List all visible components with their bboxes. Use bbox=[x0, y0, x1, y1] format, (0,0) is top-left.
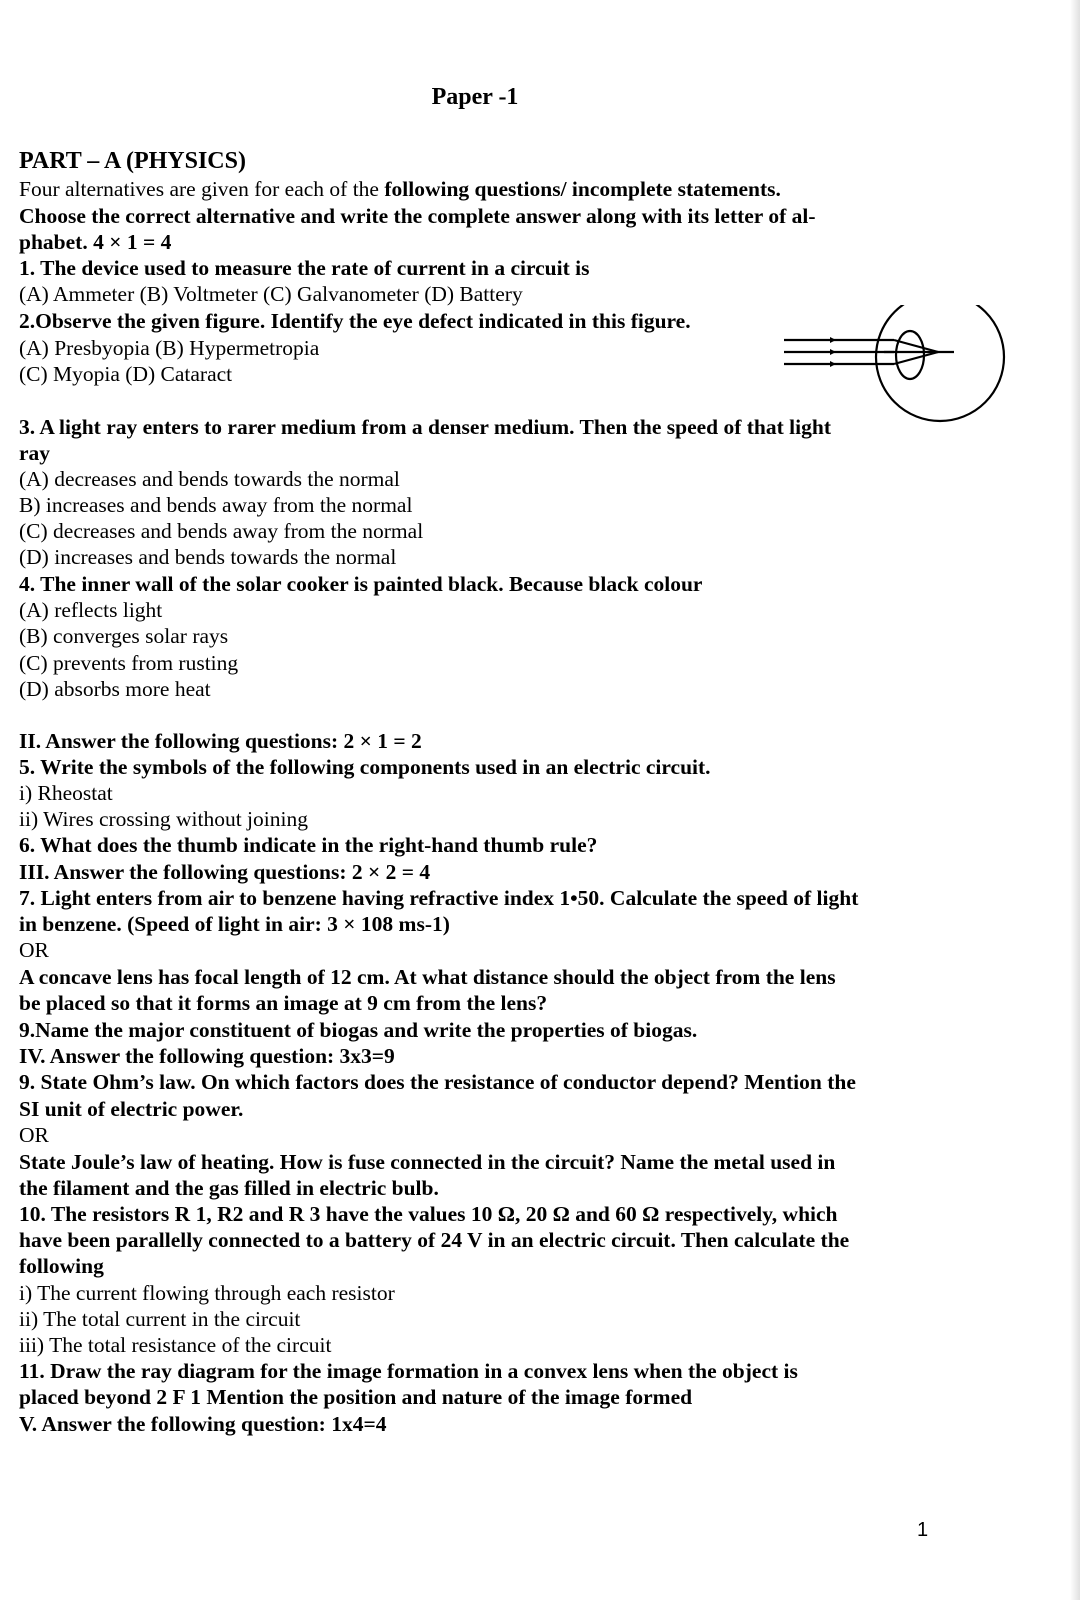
eye-defect-figure bbox=[782, 305, 1014, 423]
arrow-head bbox=[830, 361, 836, 367]
question-10-item: i) The current flowing through each resistor bbox=[19, 1281, 395, 1305]
question-2-options: (C) Myopia (D) Cataract bbox=[19, 362, 233, 386]
question-9-joule: State Joule’s law of heating. How is fuse connected in the circuit? Name the metal used in bbox=[19, 1150, 836, 1174]
question-2: 2.Observe the given figure. Identify the eye defect indicated in this figure. bbox=[19, 309, 691, 333]
section-ii-heading: II. Answer the following questions: 2 × 1 = 2 bbox=[19, 729, 422, 753]
question-3-option: (A) decreases and bends towards the normal bbox=[19, 467, 400, 491]
instructions-line: Choose the correct alternative and write the complete answer along with its letter of al- bbox=[19, 204, 816, 228]
question-8-alt: A concave lens has focal length of 12 cm. At what distance should the object from the lens bbox=[19, 965, 836, 989]
question-9-joule: the filament and the gas filled in electric bulb. bbox=[19, 1176, 439, 1200]
question-10-item: iii) The total resistance of the circuit bbox=[19, 1333, 332, 1357]
question-11: 11. Draw the ray diagram for the image formation in a convex lens when the object is bbox=[19, 1359, 798, 1383]
question-6: 6. What does the thumb indicate in the right-hand thumb rule? bbox=[19, 833, 598, 857]
question-5-item: ii) Wires crossing without joining bbox=[19, 807, 308, 831]
question-5: 5. Write the symbols of the following components used in an electric circuit. bbox=[19, 755, 711, 779]
instructions-bold-text: following questions/ incomplete statements. bbox=[384, 177, 781, 201]
question-10: following bbox=[19, 1254, 104, 1278]
arrow-head bbox=[830, 337, 836, 343]
question-4-option: (B) converges solar rays bbox=[19, 624, 229, 648]
question-9-ohm: 9. State Ohm’s law. On which factors does the resistance of conductor depend? Mention the bbox=[19, 1070, 856, 1094]
question-9-ohm: SI unit of electric power. bbox=[19, 1097, 244, 1121]
section-iv-heading: IV. Answer the following question: 3x3=9 bbox=[19, 1044, 395, 1068]
question-5-item: i) Rheostat bbox=[19, 781, 113, 805]
question-3-option: (D) increases and bends towards the normal bbox=[19, 545, 397, 569]
question-4-option: (A) reflects light bbox=[19, 598, 163, 622]
question-2-options: (A) Presbyopia (B) Hypermetropia bbox=[19, 336, 320, 360]
question-7: 7. Light enters from air to benzene having refractive index 1•50. Calculate the speed of light bbox=[19, 886, 859, 910]
section-v-heading: V. Answer the following question: 1x4=4 bbox=[19, 1412, 387, 1436]
section-iii-heading: III. Answer the following questions: 2 × 2 = 4 bbox=[19, 860, 431, 884]
question-10: have been parallelly connected to a battery of 24 V in an electric circuit. Then calculate the bbox=[19, 1228, 850, 1252]
question-8-alt: be placed so that it forms an image at 9 cm from the lens? bbox=[19, 991, 548, 1015]
question-3: 3. A light ray enters to rarer medium from a denser medium. Then the speed of that light bbox=[19, 415, 831, 439]
or-separator: OR bbox=[19, 938, 49, 962]
question-4-option: (D) absorbs more heat bbox=[19, 677, 211, 701]
question-10-item: ii) The total current in the circuit bbox=[19, 1307, 301, 1331]
question-3-option: (C) decreases and bends away from the normal bbox=[19, 519, 424, 543]
question-3: ray bbox=[19, 441, 51, 465]
question-10: 10. The resistors R 1, R2 and R 3 have the values 10 Ω, 20 Ω and 60 Ω respectively, which bbox=[19, 1202, 838, 1226]
question-4: 4. The inner wall of the solar cooker is painted black. Because black colour bbox=[19, 572, 703, 596]
question-9-biogas: 9.Name the major constituent of biogas and write the properties of biogas. bbox=[19, 1018, 698, 1042]
page-number: 1 bbox=[917, 1519, 929, 1541]
arrow-head bbox=[830, 349, 836, 355]
or-separator: OR bbox=[19, 1123, 49, 1147]
question-1-options: (A) Ammeter (B) Voltmeter (C) Galvanometer (D) Battery bbox=[19, 282, 523, 306]
question-11: placed beyond 2 F 1 Mention the position and nature of the image formed bbox=[19, 1385, 693, 1409]
question-3-option: B) increases and bends away from the normal bbox=[19, 493, 413, 517]
question-1: 1. The device used to measure the rate of current in a circuit is bbox=[19, 256, 590, 280]
question-4-option: (C) prevents from rusting bbox=[19, 651, 239, 675]
question-7: in benzene. (Speed of light in air: 3 × 108 ms-1) bbox=[19, 912, 450, 936]
part-a-heading: PART – A (PHYSICS) bbox=[19, 148, 246, 174]
eye-lens bbox=[896, 331, 924, 379]
page-edge-shadow bbox=[1070, 0, 1080, 1600]
instructions-line: Four alternatives are given for each of the following questions/ incomplete statements. bbox=[19, 177, 781, 201]
instructions-line: phabet. 4 × 1 = 4 bbox=[19, 230, 172, 254]
paper-title: Paper -1 bbox=[431, 84, 519, 110]
